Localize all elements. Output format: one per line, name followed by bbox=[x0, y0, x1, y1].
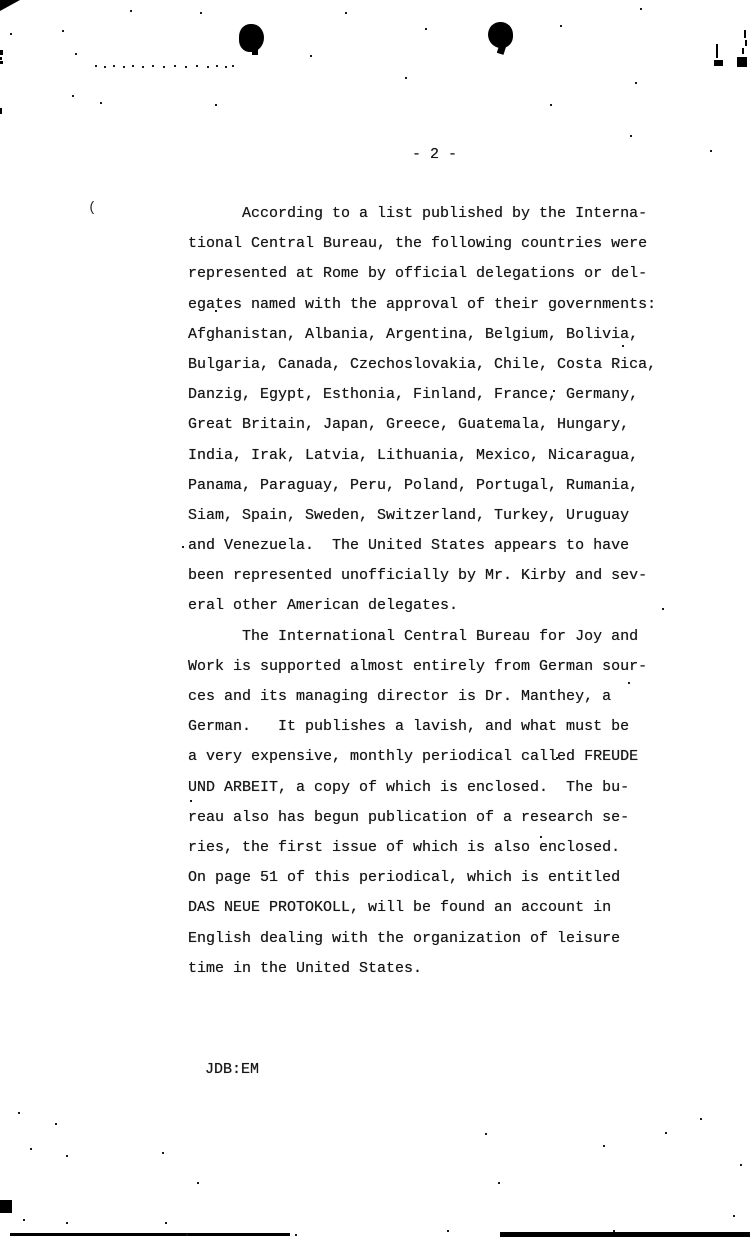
punch-hole-right bbox=[488, 22, 513, 48]
typed-line: Bulgaria, Canada, Czechoslovakia, Chile, Costa Rica, bbox=[188, 355, 657, 373]
scan-noise-cluster bbox=[714, 60, 723, 66]
scan-edge-mark bbox=[0, 1200, 12, 1213]
typed-line: English dealing with the organization of leisure bbox=[188, 929, 621, 947]
typed-line: German. It publishes a lavish, and what must be bbox=[188, 718, 630, 736]
typed-line: Danzig, Egypt, Esthonia, Finland, France, Germany, bbox=[188, 386, 639, 404]
typed-line: a very expensive, monthly periodical called FREUDE bbox=[188, 748, 639, 766]
typed-line: represented at Rome by official delegations or del- bbox=[188, 265, 648, 283]
typed-line: Work is supported almost entirely from German sour- bbox=[188, 657, 648, 675]
typed-line: UND ARBEIT, a copy of which is enclosed. The bu- bbox=[188, 778, 630, 796]
typed-line: reau also has begun publication of a research se- bbox=[188, 808, 630, 826]
typist-initials: JDB:EM bbox=[205, 1061, 260, 1078]
scan-noise-cluster bbox=[716, 44, 718, 58]
scan-specks bbox=[0, 0, 2, 2]
scan-bottom-border bbox=[500, 1232, 750, 1237]
scan-corner-artifact bbox=[0, 0, 20, 11]
typed-line: According to a list published by the Interna- bbox=[188, 205, 648, 222]
scan-edge-mark bbox=[0, 50, 3, 55]
typed-line: Great Britain, Japan, Greece, Guatemala, Hungary, bbox=[188, 416, 630, 434]
scan-edge-mark bbox=[0, 108, 2, 114]
typed-line: ries, the first issue of which is also enclosed. bbox=[188, 838, 621, 856]
typed-line: ces and its managing director is Dr. Manthey, a bbox=[188, 688, 612, 705]
typed-line: On page 51 of this periodical, which is entitled bbox=[188, 869, 621, 887]
scan-noise-cluster bbox=[737, 57, 747, 67]
typed-text-block bbox=[188, 199, 656, 984]
scan-noise-cluster bbox=[742, 48, 744, 54]
typed-line: India, Irak, Latvia, Lithuania, Mexico, Nicaragua, bbox=[188, 446, 639, 464]
scan-bottom-border bbox=[10, 1233, 290, 1236]
typed-line: Panama, Paraguay, Peru, Poland, Portugal, Rumania, bbox=[188, 476, 639, 494]
punch-hole-left bbox=[239, 24, 264, 52]
scan-edge-mark bbox=[0, 57, 2, 60]
scan-noise-cluster bbox=[744, 30, 746, 38]
typed-line: DAS NEUE PROTOKOLL, will be found an account in bbox=[188, 899, 612, 917]
typed-line: and Venezuela. The United States appears to have bbox=[188, 537, 630, 555]
page-number: - 2 - bbox=[412, 146, 458, 163]
typed-line: The International Central Bureau for Joy and bbox=[188, 627, 639, 645]
typed-line: egates named with the approval of their governments: bbox=[188, 295, 657, 313]
typed-line: tional Central Bureau, the following countries were bbox=[188, 235, 648, 253]
typed-line: been represented unofficially by Mr. Kirby and sev- bbox=[188, 567, 648, 585]
typed-line: time in the United States. bbox=[188, 959, 423, 977]
scan-noise-cluster bbox=[745, 40, 747, 46]
stray-mark: ( bbox=[88, 200, 97, 216]
typed-line: Afghanistan, Albania, Argentina, Belgium, Bolivia, bbox=[188, 325, 639, 343]
typed-line: eral other American delegates. bbox=[188, 597, 459, 615]
scan-edge-mark bbox=[0, 61, 3, 64]
typed-line: Siam, Spain, Sweden, Switzerland, Turkey, Uruguay bbox=[188, 506, 630, 524]
